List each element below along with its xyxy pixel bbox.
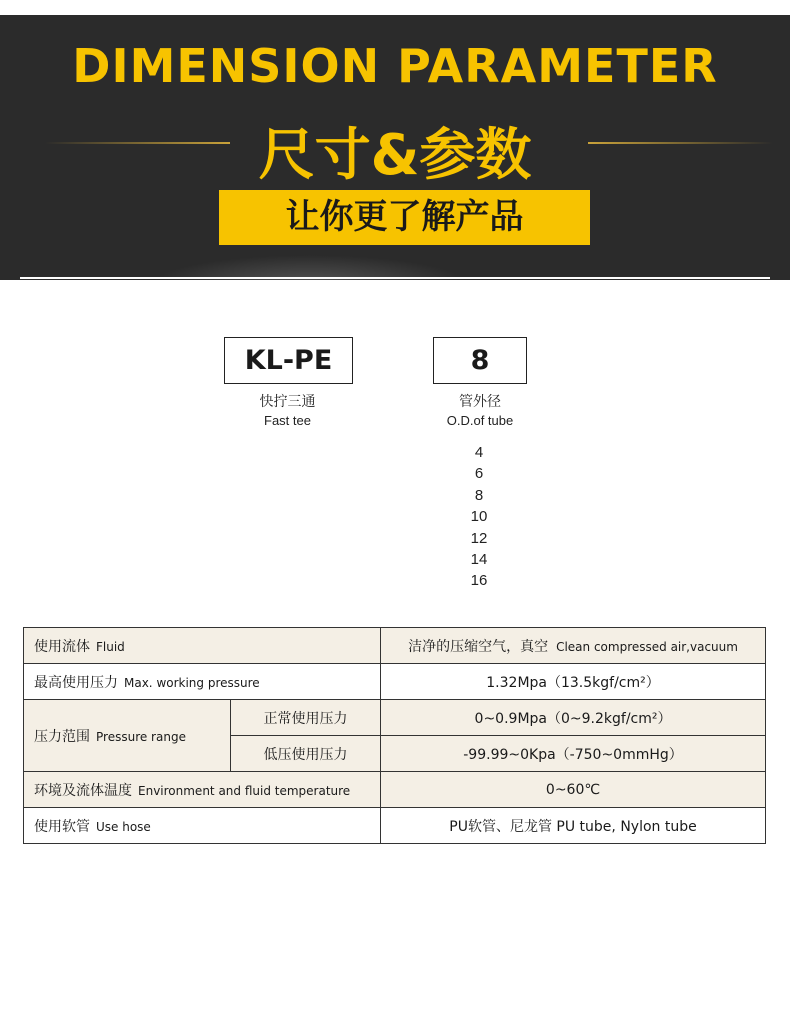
fluid-value-cell — [381, 628, 766, 664]
low-pressure-label: 低压使用压力 — [231, 736, 381, 772]
normal-pressure-label: 正常使用压力 — [231, 700, 381, 736]
temperature-label-cell — [24, 772, 381, 808]
spec-table — [23, 627, 766, 844]
banner-title-cn: 尺寸&参数 — [258, 123, 532, 188]
low-pressure-value: -99.99~0Kpa（-750~0mmHg） — [381, 736, 766, 772]
hose-value: PU软管、尼龙管 PU tube, Nylon tube — [381, 808, 766, 844]
fluid-label-en: Fluid — [96, 639, 125, 654]
hose-label-cell — [24, 808, 381, 844]
size-option: 16 — [470, 572, 488, 590]
normal-pressure-value: 0~0.9Mpa（0~9.2kgf/cm²） — [381, 700, 766, 736]
pressure-range-label-cn: 压力范围 — [34, 728, 90, 745]
size-label-cn: 管外径 — [459, 394, 501, 410]
max-pressure-value: 1.32Mpa（13.5kgf/cm²） — [381, 664, 766, 700]
temperature-label-en: Environment and fluid temperature — [138, 783, 351, 798]
temperature-value: 0~60℃ — [381, 772, 766, 808]
size-option: 10 — [470, 508, 488, 526]
size-option: 4 — [474, 444, 484, 461]
temperature-label-cn: 环境及流体温度 — [34, 782, 132, 799]
table-row — [24, 772, 766, 808]
pressure-range-label-cell — [24, 700, 231, 772]
model-code-box: KL-PE — [224, 337, 353, 384]
size-list — [449, 442, 509, 592]
fluid-label-cell — [24, 628, 381, 664]
max-pressure-label-cn: 最高使用压力 — [34, 674, 118, 691]
fluid-value-cn: 洁净的压缩空气，真空 — [408, 638, 549, 655]
table-row — [24, 628, 766, 664]
table-row — [24, 700, 766, 736]
size-option: 6 — [474, 465, 484, 483]
hose-label-cn: 使用软管 — [34, 818, 90, 835]
table-row — [24, 808, 766, 844]
table-row — [24, 664, 766, 700]
header-banner — [0, 15, 790, 280]
banner-tagline: 让你更了解产品 — [219, 190, 590, 245]
size-option: 8 — [474, 486, 484, 504]
max-pressure-label-en: Max. working pressure — [124, 675, 260, 690]
hose-label-en: Use hose — [96, 819, 151, 834]
size-label-en: O.D.of tube — [446, 413, 514, 428]
model-code-label-cn: 快拧三通 — [259, 394, 316, 410]
max-pressure-label-cell — [24, 664, 381, 700]
size-option: 14 — [470, 550, 488, 568]
fluid-label-cn: 使用流体 — [34, 638, 90, 655]
model-code-label-en: Fast tee — [264, 413, 311, 428]
size-option: 12 — [470, 529, 488, 547]
fluid-value-en: Clean compressed air,vacuum — [556, 639, 738, 654]
size-code-box: 8 — [433, 337, 527, 384]
banner-title-en: DIMENSION PARAMETER — [72, 39, 718, 93]
banner-divider — [20, 277, 770, 279]
pressure-range-label-en: Pressure range — [96, 729, 186, 744]
